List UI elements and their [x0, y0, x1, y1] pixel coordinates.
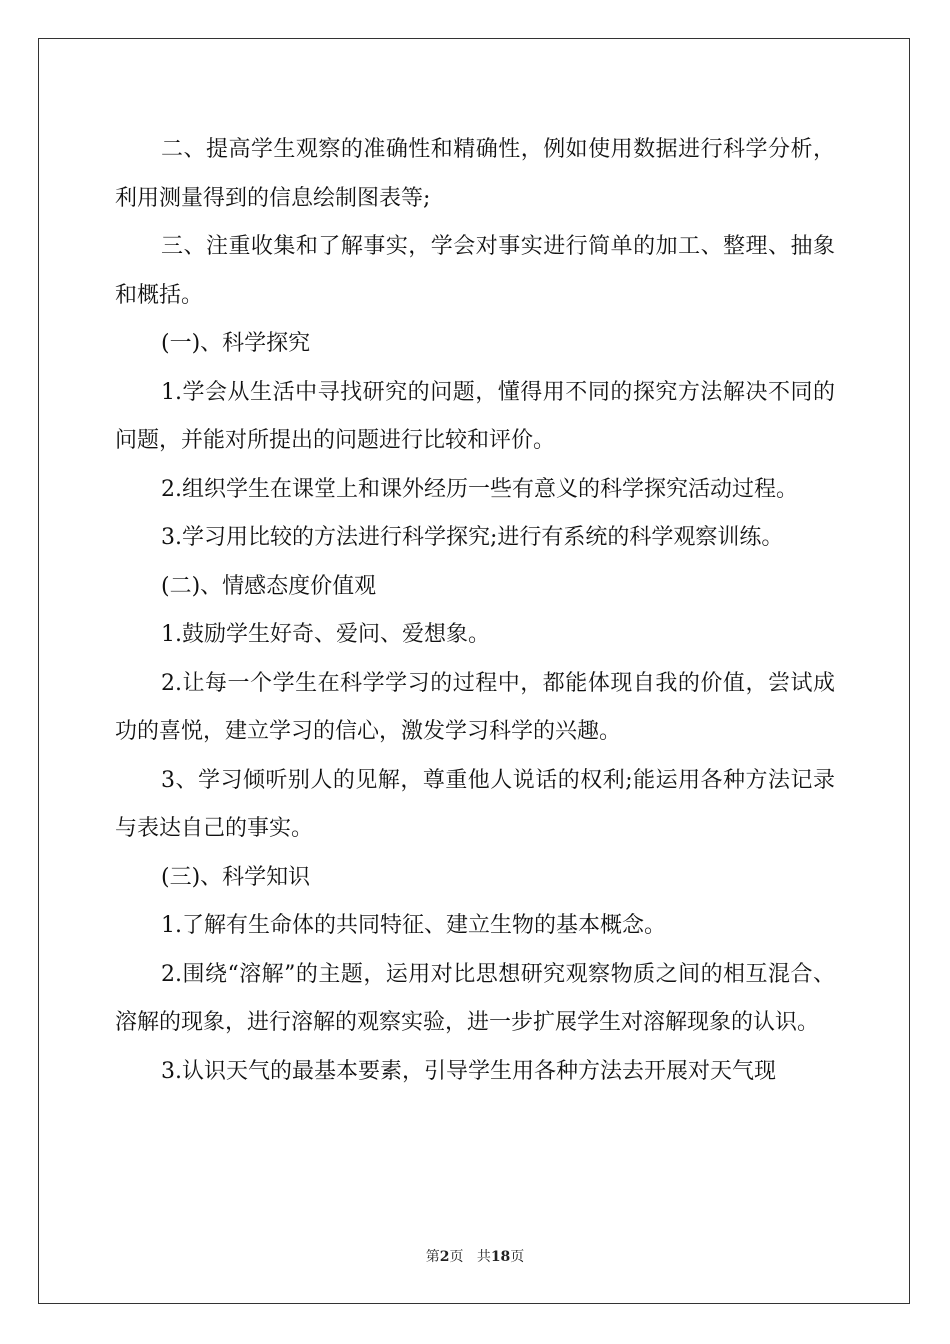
document-body [115, 126, 835, 1096]
paragraph: 三、注重收集和了解事实，学会对事实进行简单的加工、整理、抽象和概括。 [115, 234, 835, 308]
paragraph: 1.了解有生命体的共同特征、建立生物的基本概念。 [161, 913, 666, 938]
paragraph: 2.让每一个学生在科学学习的过程中，都能体现自我的价值，尝试成功的喜悦，建立学习的信心，激发学习科学的兴趣。 [115, 670, 835, 744]
paragraph: 3、学习倾听别人的见解，尊重他人说话的权利;能运用各种方法记录与表达自己的事实。 [115, 767, 835, 841]
footer-page-suffix: 页 [449, 1249, 464, 1265]
section-heading: (二)、情感态度价值观 [161, 573, 377, 599]
paragraph: 2.组织学生在课堂上和课外经历一些有意义的科学探究活动过程。 [161, 476, 798, 502]
section-heading: (一)、科学探究 [161, 331, 311, 356]
footer-prefix: 第 [425, 1249, 440, 1265]
section-heading: (三)、科学知识 [161, 864, 311, 890]
paragraph: 3.学习用比较的方法进行科学探究;进行有系统的科学观察训练。 [161, 525, 784, 550]
paragraph: 二、提高学生观察的准确性和精确性，例如使用数据进行科学分析，利用测量得到的信息绘制图表等; [115, 137, 835, 211]
footer-total-pages: 18 [490, 1249, 511, 1265]
footer-total-prefix: 共 [476, 1249, 491, 1265]
footer-total-suffix: 页 [510, 1249, 525, 1265]
footer-page-number: 2 [439, 1249, 450, 1265]
page-footer [0, 1246, 950, 1266]
paragraph: 1.鼓励学生好奇、爱问、爱想象。 [161, 622, 490, 647]
paragraph: 2.围绕“溶解”的主题，运用对比思想研究观察物质之间的相互混合、溶解的现象，进行溶解的观察实验，进一步扩展学生对溶解现象的认识。 [115, 961, 835, 1035]
paragraph: 1.学会从生活中寻找研究的问题，懂得用不同的探究方法解决不同的问题，并能对所提出的问题进行比较和评价。 [115, 379, 835, 453]
paragraph: 3.认识天气的最基本要素，引导学生用各种方法去开展对天气现 [161, 1058, 776, 1084]
